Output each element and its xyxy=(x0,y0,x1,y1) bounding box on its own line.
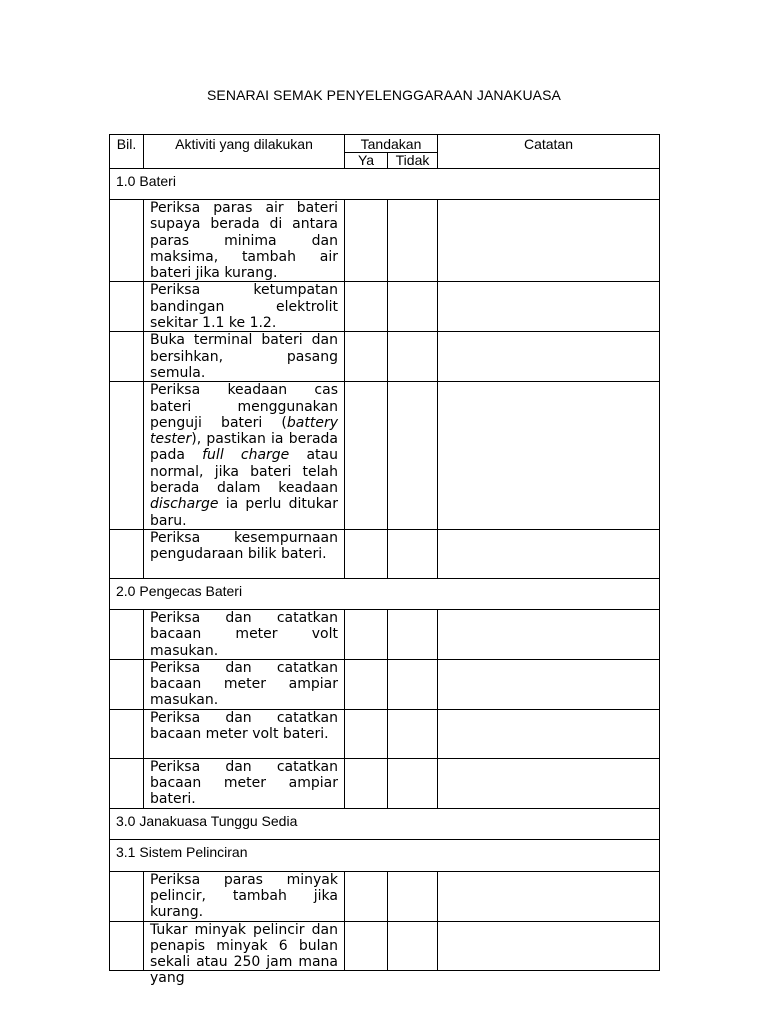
activity-text: Periksa dan catatkan bacaan meter ampiar masukan. xyxy=(150,659,338,709)
bil-cell xyxy=(110,382,144,530)
activity-text: Periksa dan catatkan bacaan meter volt masukan. xyxy=(150,609,338,659)
ya-checkbox-cell[interactable] xyxy=(345,659,388,709)
page-title: SENARAI SEMAK PENYELENGGARAAN JANAKUASA xyxy=(206,87,561,103)
ya-checkbox-cell[interactable] xyxy=(345,200,388,282)
activity-cell xyxy=(144,529,345,578)
bil-cell xyxy=(110,871,144,921)
bil-cell xyxy=(110,921,144,970)
table-row xyxy=(110,609,660,659)
ya-checkbox-cell[interactable] xyxy=(345,382,388,530)
ya-checkbox-cell[interactable] xyxy=(345,282,388,332)
tidak-checkbox-cell[interactable] xyxy=(388,282,438,332)
table-row xyxy=(110,921,660,970)
tidak-checkbox-cell[interactable] xyxy=(388,758,438,808)
header-catatan: Catatan xyxy=(438,135,660,169)
bil-cell xyxy=(110,758,144,808)
bil-cell xyxy=(110,529,144,578)
table-row xyxy=(110,382,660,530)
activity-cell xyxy=(144,709,345,758)
activity-text: Periksa paras minyak pelincir, tambah jika kurang. xyxy=(150,871,338,921)
section-title: 3.1 Sistem Pelinciran xyxy=(110,839,660,871)
activity-cell xyxy=(144,659,345,709)
ya-checkbox-cell[interactable] xyxy=(345,609,388,659)
activity-cell xyxy=(144,382,345,530)
catatan-cell[interactable] xyxy=(438,382,660,530)
activity-text: Periksa dan catatkan bacaan meter volt bateri. xyxy=(150,709,338,743)
catatan-cell[interactable] xyxy=(438,709,660,758)
activity-text: Periksa ketumpatan bandingan elektrolit sekitar 1.1 ke 1.2. xyxy=(150,282,338,332)
catatan-cell[interactable] xyxy=(438,332,660,382)
section-row xyxy=(110,839,660,871)
checklist-table xyxy=(109,134,660,987)
section-row xyxy=(110,578,660,609)
table-row xyxy=(110,758,660,808)
tidak-checkbox-cell[interactable] xyxy=(388,382,438,530)
tidak-checkbox-cell[interactable] xyxy=(388,709,438,758)
table-row xyxy=(110,871,660,921)
ya-checkbox-cell[interactable] xyxy=(345,709,388,758)
tidak-checkbox-cell[interactable] xyxy=(388,200,438,282)
header-row xyxy=(110,135,660,153)
catatan-cell[interactable] xyxy=(438,659,660,709)
activity-text: Periksa paras air bateri supaya berada di antara paras minima dan maksima, tambah air bateri jika kurang. xyxy=(150,200,338,282)
activity-cell xyxy=(144,871,345,921)
tidak-checkbox-cell[interactable] xyxy=(388,609,438,659)
catatan-cell[interactable] xyxy=(438,921,660,970)
section-row xyxy=(110,169,660,200)
bil-cell xyxy=(110,659,144,709)
ya-checkbox-cell[interactable] xyxy=(345,871,388,921)
bil-cell xyxy=(110,282,144,332)
tidak-checkbox-cell[interactable] xyxy=(388,332,438,382)
activity-text: Periksa keadaan cas bateri menggunakan penguji bateri (battery tester), pastikan ia berada pada full charge atau normal, jika bateri telah berada dalam keadaan discharge ia perlu ditukar baru. xyxy=(150,382,338,529)
header-tandakan: Tandakan xyxy=(345,135,438,153)
bil-cell xyxy=(110,609,144,659)
activity-cell xyxy=(144,609,345,659)
tidak-checkbox-cell[interactable] xyxy=(388,529,438,578)
tidak-checkbox-cell[interactable] xyxy=(388,659,438,709)
bil-cell xyxy=(110,332,144,382)
activity-cell xyxy=(144,200,345,282)
catatan-cell[interactable] xyxy=(438,758,660,808)
tidak-checkbox-cell[interactable] xyxy=(388,921,438,970)
section-row xyxy=(110,808,660,839)
ya-checkbox-cell[interactable] xyxy=(345,921,388,970)
catatan-cell[interactable] xyxy=(438,200,660,282)
catatan-cell[interactable] xyxy=(438,529,660,578)
catatan-cell[interactable] xyxy=(438,609,660,659)
activity-text: Tukar minyak pelincir dan penapis minyak 6 bulan sekali atau 250 jam mana yang xyxy=(150,921,338,987)
activity-cell xyxy=(144,282,345,332)
table-row xyxy=(110,529,660,578)
activity-text: Periksa kesempurnaan pengudaraan bilik bateri. xyxy=(150,529,338,563)
header-ya: Ya xyxy=(345,153,388,169)
table-row xyxy=(110,200,660,282)
header-aktiviti: Aktiviti yang dilakukan xyxy=(144,135,345,169)
ya-checkbox-cell[interactable] xyxy=(345,332,388,382)
table-row xyxy=(110,709,660,758)
catatan-cell[interactable] xyxy=(438,871,660,921)
section-title: 1.0 Bateri xyxy=(110,169,660,200)
tidak-checkbox-cell[interactable] xyxy=(388,871,438,921)
activity-cell xyxy=(144,332,345,382)
table-row xyxy=(110,332,660,382)
catatan-cell[interactable] xyxy=(438,282,660,332)
activity-text: Buka terminal bateri dan bersihkan, pasang semula. xyxy=(150,332,338,381)
activity-cell xyxy=(144,758,345,808)
table-row xyxy=(110,282,660,332)
section-title: 2.0 Pengecas Bateri xyxy=(110,578,660,609)
bil-cell xyxy=(110,709,144,758)
header-tidak: Tidak xyxy=(388,153,438,169)
ya-checkbox-cell[interactable] xyxy=(345,529,388,578)
activity-text: Periksa dan catatkan bacaan meter ampiar bateri. xyxy=(150,758,338,808)
activity-cell xyxy=(144,921,345,987)
table-row xyxy=(110,659,660,709)
header-bil: Bil. xyxy=(110,135,144,169)
ya-checkbox-cell[interactable] xyxy=(345,758,388,808)
section-title: 3.0 Janakuasa Tunggu Sedia xyxy=(110,808,660,839)
bil-cell xyxy=(110,200,144,282)
